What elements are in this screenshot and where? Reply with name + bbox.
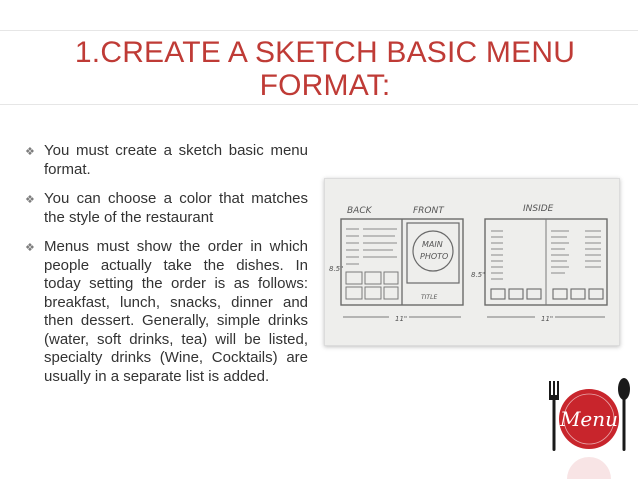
logo-text: Menu (559, 407, 619, 431)
four-petal-bullet-icon: ❖ (25, 146, 35, 158)
slide-title-line-2: FORMAT: (259, 69, 391, 102)
sketch-label-back: BACK (347, 206, 372, 216)
bullet-item (24, 238, 308, 386)
fork-icon (549, 381, 559, 451)
top-rule (0, 30, 638, 31)
sketch-label-title: TITLE (421, 294, 438, 301)
bullet-item (24, 142, 308, 179)
sketch-label-height-right: 8.5" (471, 271, 486, 279)
menu-logo (546, 375, 634, 479)
bullet-list (24, 142, 308, 397)
bullet-text: Menus must show the order in which people actually take the dishes. In today setting the order is as follows: breakfast, lunch, snacks, dinner and then dessert. Generally, simple drinks (water, soft drinks, tea) will be listed, specialty drinks (Wine, Cocktails) are usually in a separate list is added. (44, 238, 308, 385)
sketch-label-width-right: 11" (541, 315, 554, 323)
four-petal-bullet-icon: ❖ (25, 242, 35, 254)
menu-sketch-image (324, 178, 620, 346)
menu-sketch-drawing (325, 179, 619, 345)
sketch-label-main: MAIN (422, 240, 443, 249)
slide-title-line-1: 1.CREATE A SKETCH BASIC MENU (74, 36, 576, 69)
spoon-icon (618, 378, 630, 451)
four-petal-bullet-icon: ❖ (25, 194, 35, 206)
sketch-label-photo: PHOTO (420, 252, 449, 261)
sketch-label-front: FRONT (413, 206, 444, 216)
bullet-text: You must create a sketch basic menu format. (44, 142, 308, 178)
bullet-item (24, 190, 308, 227)
title-rule (0, 104, 638, 105)
menu-logo-graphic (546, 375, 634, 479)
sketch-label-width-left: 11" (395, 315, 408, 323)
slide-title (40, 36, 610, 102)
sketch-label-inside: INSIDE (523, 204, 554, 214)
bullet-text: You can choose a color that matches the style of the restaurant (44, 190, 308, 226)
sketch-label-height-left: 8.5" (329, 265, 344, 273)
